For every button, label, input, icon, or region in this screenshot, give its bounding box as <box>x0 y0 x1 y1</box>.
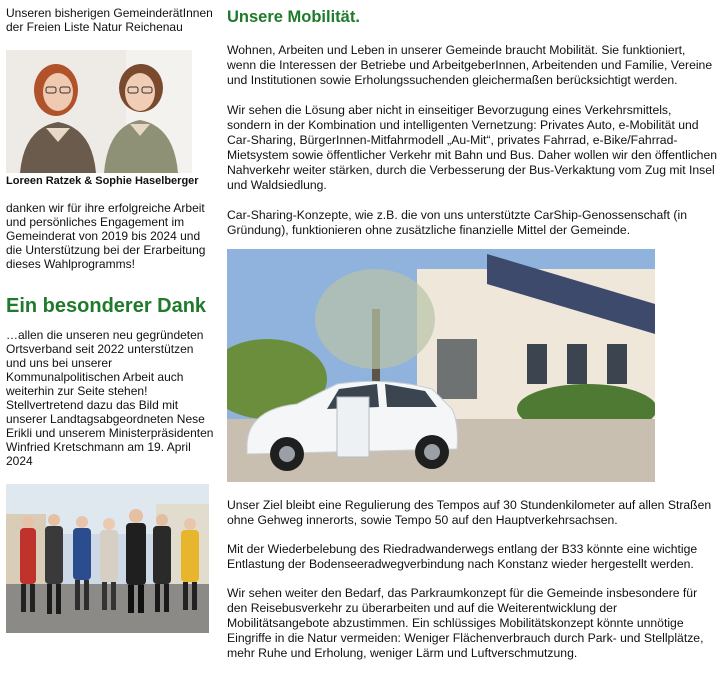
car-illustration <box>227 249 655 482</box>
portrait-caption: Loreen Ratzek & Sophie Haselberger <box>6 175 199 187</box>
portrait-illustration <box>6 50 192 173</box>
mobility-paragraph-6: Wir sehen weiter den Bedarf, das Parkraumkonzept für die Gemeinde insbesondere für den Reisebusverkehr zu überarbeiten und auf die Weiterentwicklung der Mobilitätsangebote abzustimmen. Ein schlüssiges Mobilitätskonzept könnte unnötige Eingriffe in die Natur vermeiden: Weniger Flächenverbrauch durch Park- und Stellplätze, mehr Ruhe und Erholung, weniger Lärm und Luftverschmutzung. <box>227 586 704 660</box>
mobility-paragraph-5: Mit der Wiederbelebung des Riedradwanderwegs entlang der B33 könnte eine wichtige Entlastung der Bodenseeradwegverbindung nach Konstanz wieder hergestellt werden. <box>227 542 698 571</box>
thanks-text: danken wir für ihre erfolgreiche Arbeit und persönliches Engagement im Gemeinderat von 2019 bis 2024 und die Unterstützung bei der Erarbeitung dieses Wahlprogramms! <box>6 201 206 271</box>
special-thanks-text: …allen die unseren neu gegründeten Ortsverband seit 2022 unterstützen und uns bei unserer Kommunalpolitischen Arbeit auch weiterhin zur Seite stehen! Stellvertretend dazu das Bild mit unserer Landtagsabgeordneten Nese Erikli und unserem Ministerpräsidenten Winfried Kretschmann am 19. April 2024 <box>6 328 214 468</box>
left-column <box>6 6 214 633</box>
group-illustration <box>6 484 209 633</box>
intro-text: Unseren bisherigen GemeinderätInnen der Freien Liste Natur Reichenau <box>6 6 213 34</box>
portrait-photo <box>6 50 192 173</box>
mobility-paragraph-1: Wohnen, Arbeiten und Leben in unserer Gemeinde braucht Mobilität. Sie funktioniert, wenn die Interessen der Betriebe und ArbeitgeberInnen, Arbeitenden und Familie, Vereine und Institutionen sowie Erholungssuchenden gleichermaßen berücksichtigt werden. <box>227 43 713 87</box>
mobility-heading: Unsere Mobilität. <box>227 8 360 26</box>
group-photo <box>6 484 209 633</box>
car-sharing-photo <box>227 249 655 482</box>
special-thanks-heading: Ein besonderer Dank <box>6 295 207 317</box>
mobility-paragraph-3: Car-Sharing-Konzepte, wie z.B. die von uns unterstützte CarShip-Genossenschaft (in Gründung), funktionieren ohne zusätzliche finanzielle Mittel der Gemeinde. <box>227 208 687 237</box>
mobility-paragraph-4: Unser Ziel bleibt eine Regulierung des Tempos auf 30 Stundenkilometer auf allen Straßen ohne Gehweg innerorts, sowie Tempo 50 auf den Hauptverkehrsachsen. <box>227 498 712 527</box>
mobility-paragraph-2: Wir sehen die Lösung aber nicht in einseitiger Bevorzugung eines Verkehrsmittels, sondern in der Kombination und intelligenten Vernetzung: Privates Auto, e-Mobilität und Car-Sharing, BürgerInnen-Mitfahrmodell „Au-Mit“, privates Fahrrad, e-Bike/Fahrrad-Mietsystem sowie öffentlicher Verkehr mit Bahn und Bus. Daher wollen wir den öffentlichen Nahverkehr weiter stärken, durch die Verbesserung der Bus-Verkaktung vom Zug mit Insel und Waldsiedlung. <box>227 103 718 192</box>
right-column <box>227 6 717 661</box>
